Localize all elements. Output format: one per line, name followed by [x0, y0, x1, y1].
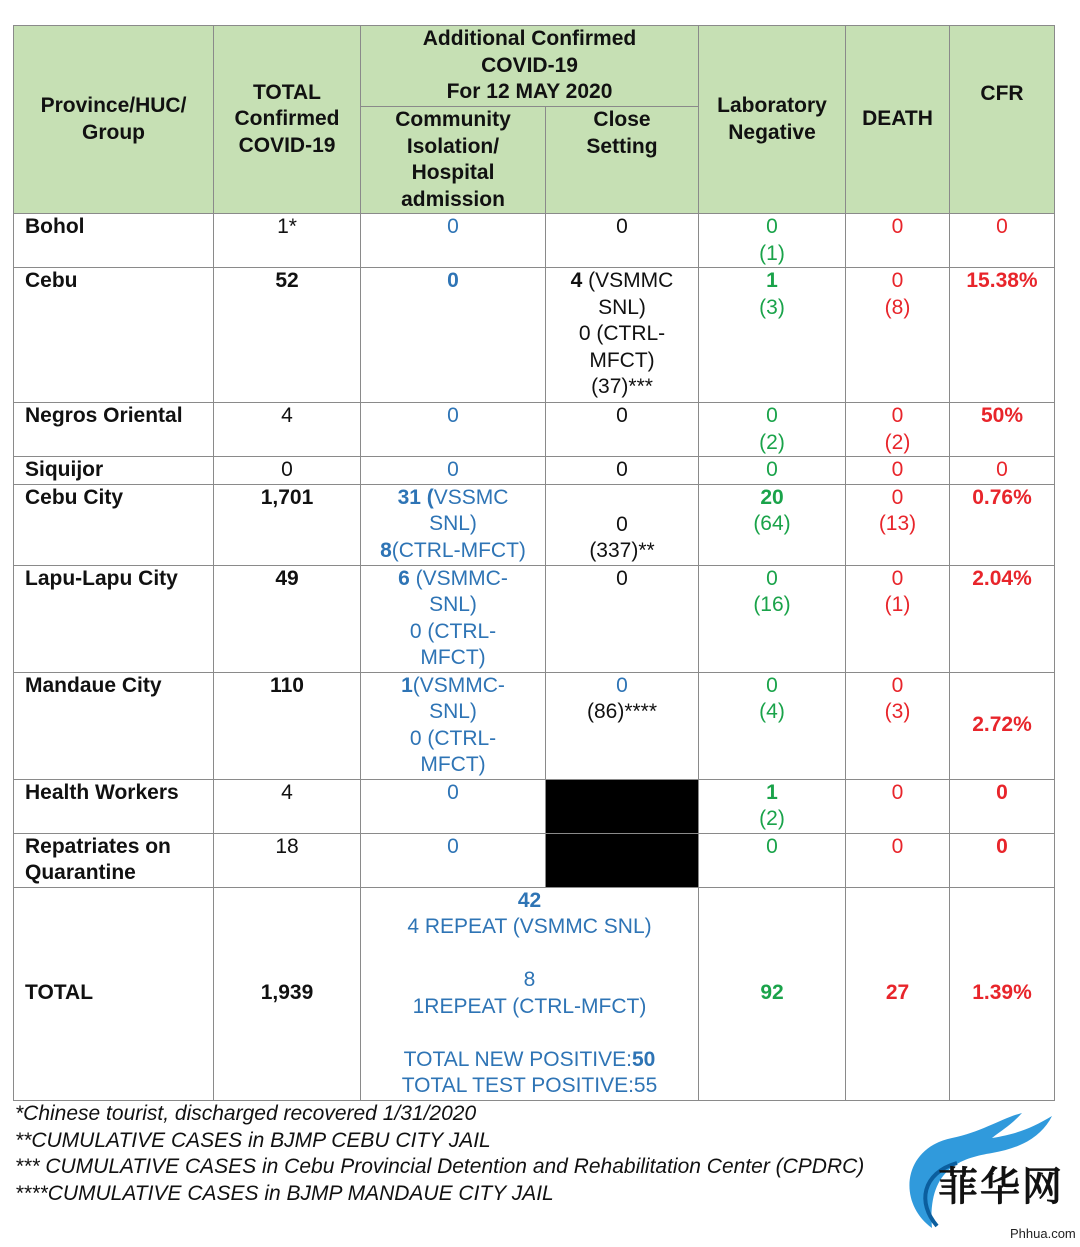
- table-row: [14, 565, 1055, 672]
- death-value: 0: [846, 457, 950, 485]
- lab-cumulative: (1): [759, 241, 785, 265]
- community-value: [361, 484, 546, 565]
- community-count-b: 8: [380, 538, 392, 562]
- lab-value: [699, 779, 846, 833]
- header-close-setting: Close Setting: [546, 107, 699, 214]
- header-province: Province/HUC/ Group: [14, 26, 214, 214]
- close-detail-b: 0 (CTRL- MFCT) (37)***: [578, 322, 666, 398]
- total-new-positive-value: 50: [631, 1047, 656, 1071]
- total-line-1: 42: [517, 888, 542, 912]
- province-name: Repatriates on Quarantine: [14, 833, 214, 887]
- lab-new: 0: [766, 215, 778, 238]
- death-new: 0: [891, 269, 904, 292]
- total-value: 1,939: [214, 887, 361, 1100]
- death-cumulative: (3): [884, 700, 911, 723]
- table-row: [14, 268, 1055, 403]
- community-detail: (VSMMC- SNL) 0 (CTRL- MFCT): [409, 673, 505, 776]
- community-value: [361, 565, 546, 672]
- header-total: TOTAL Confirmed COVID-19: [214, 26, 361, 214]
- total-line-4: 1REPEAT (CTRL-MFCT): [412, 994, 647, 1018]
- death-cumulative: (8): [884, 295, 911, 319]
- watermark-site: Phhua.com: [1010, 1226, 1076, 1241]
- community-value: 0: [361, 779, 546, 833]
- footnote: *** CUMULATIVE CASES in Cebu Provincial Detention and Rehabilitation Center (CPDRC): [15, 1155, 865, 1178]
- community-value: 0: [361, 214, 546, 268]
- death-value: 0: [846, 833, 950, 887]
- community-count-a: 31 (: [397, 485, 434, 509]
- close-redacted: [546, 779, 699, 833]
- footnote: **CUMULATIVE CASES in BJMP CEBU CITY JAIL: [15, 1128, 491, 1152]
- table-row: [14, 403, 1055, 457]
- total-line-2: 4 REPEAT (VSMMC SNL): [407, 915, 652, 938]
- province-name: Cebu City: [14, 484, 214, 565]
- close-value: 0: [546, 403, 699, 457]
- death-cumulative: (13): [878, 512, 917, 535]
- province-name: Health Workers: [14, 779, 214, 833]
- header-death: DEATH: [846, 26, 950, 214]
- total-value: 52: [214, 268, 361, 403]
- close-value: [546, 672, 699, 779]
- lab-new: 0: [766, 566, 778, 590]
- total-value: 49: [214, 565, 361, 672]
- lab-new: 0: [766, 673, 778, 697]
- close-detail-a: (VSMMC SNL): [588, 269, 674, 319]
- total-value: 4: [214, 779, 361, 833]
- death-value: 27: [846, 887, 950, 1100]
- total-line-6: TOTAL TEST POSITIVE:55: [401, 1074, 658, 1097]
- province-name: Cebu: [14, 268, 214, 403]
- province-name: Siquijor: [14, 457, 214, 485]
- lab-value: [699, 403, 846, 457]
- close-value: 0: [546, 457, 699, 485]
- close-value: [546, 268, 699, 403]
- province-name: Bohol: [14, 214, 214, 268]
- cfr-value: 0.76%: [950, 484, 1055, 565]
- lab-value: [699, 214, 846, 268]
- covid-table: [13, 25, 1055, 1101]
- lab-cumulative: (16): [753, 593, 791, 616]
- close-cumulative: (86)****: [586, 700, 658, 723]
- footnote: ****CUMULATIVE CASES in BJMP MANDAUE CITY JAIL: [15, 1181, 554, 1205]
- table-row: [14, 672, 1055, 779]
- footnote: *Chinese tourist, discharged recovered 1/31/2020: [15, 1102, 477, 1125]
- community-count: 1: [401, 673, 413, 697]
- community-detail: (VSMMC- SNL) 0 (CTRL- MFCT): [409, 566, 508, 669]
- province-name: Negros Oriental: [14, 403, 214, 457]
- community-value: 0: [361, 833, 546, 887]
- community-value: 0: [361, 268, 546, 403]
- death-new: 0: [891, 566, 904, 590]
- header-additional: Additional Confirmed COVID-19 For 12 MAY 2020: [361, 26, 699, 107]
- lab-cumulative: (64): [753, 512, 791, 535]
- lab-cumulative: (2): [759, 807, 785, 830]
- province-name: Lapu-Lapu City: [14, 565, 214, 672]
- table-row: [14, 833, 1055, 887]
- community-detail-b: (CTRL-MFCT): [391, 538, 526, 562]
- community-value: 0: [361, 403, 546, 457]
- death-cumulative: (1): [884, 593, 911, 616]
- cfr-value: 2.04%: [950, 565, 1055, 672]
- close-value: 0: [546, 565, 699, 672]
- table-row: [14, 457, 1055, 485]
- close-new: 0: [616, 673, 628, 697]
- total-value: 110: [214, 672, 361, 779]
- header-lab-negative: Laboratory Negative: [699, 26, 846, 214]
- total-line-3: 8: [523, 968, 536, 991]
- death-value: [846, 672, 950, 779]
- table-row: [14, 484, 1055, 565]
- province-name: Mandaue City: [14, 672, 214, 779]
- lab-value: 0: [699, 833, 846, 887]
- header-cfr: CFR: [950, 26, 1055, 214]
- lab-value: [699, 565, 846, 672]
- death-new: 0: [891, 404, 904, 427]
- cfr-value: 15.38%: [950, 268, 1055, 403]
- death-value: 0: [846, 214, 950, 268]
- community-count: 6: [398, 566, 410, 590]
- community-value: [361, 672, 546, 779]
- close-value: 0 (337)**: [546, 484, 699, 565]
- cfr-value: 0: [950, 779, 1055, 833]
- total-value: 18: [214, 833, 361, 887]
- close-value: 0: [546, 214, 699, 268]
- total-additional: [361, 887, 699, 1100]
- death-new: 0: [891, 485, 904, 509]
- death-value: [846, 268, 950, 403]
- close-count: 4: [570, 269, 583, 292]
- lab-value: [699, 484, 846, 565]
- footnotes: [15, 1101, 864, 1207]
- death-value: 0: [846, 779, 950, 833]
- death-value: [846, 484, 950, 565]
- watermark-text: 菲华网: [938, 1163, 1064, 1210]
- total-value: 4: [214, 403, 361, 457]
- community-value: 0: [361, 457, 546, 485]
- lab-new: 20: [760, 485, 784, 509]
- death-value: [846, 403, 950, 457]
- total-new-positive-label: TOTAL NEW POSITIVE:: [403, 1047, 632, 1071]
- province-name: TOTAL: [14, 887, 214, 1100]
- lab-cumulative: (4): [759, 700, 785, 723]
- table-row: [14, 779, 1055, 833]
- cfr-value: 0: [950, 214, 1055, 268]
- lab-new: 1: [766, 269, 778, 292]
- lab-cumulative: (3): [759, 295, 785, 319]
- community-detail-a: VSSMC SNL): [429, 485, 509, 535]
- death-cumulative: (2): [884, 430, 911, 454]
- death-new: 0: [891, 673, 904, 697]
- total-row: [14, 887, 1055, 1100]
- cfr-value: 1.39%: [950, 887, 1055, 1100]
- cfr-value: 50%: [950, 403, 1055, 457]
- death-value: [846, 565, 950, 672]
- lab-value: [699, 268, 846, 403]
- cfr-value: 2.72%: [950, 672, 1055, 779]
- lab-new: 1: [766, 780, 778, 804]
- close-redacted: [546, 833, 699, 887]
- total-value: 0: [214, 457, 361, 485]
- header-community: Community Isolation/ Hospital admission: [361, 107, 546, 214]
- lab-new: 0: [766, 404, 778, 427]
- cfr-value: 0: [950, 833, 1055, 887]
- lab-value: 92: [699, 887, 846, 1100]
- table-row: [14, 214, 1055, 268]
- total-value: 1,701: [214, 484, 361, 565]
- lab-value: 0: [699, 457, 846, 485]
- lab-value: [699, 672, 846, 779]
- total-value: 1*: [214, 214, 361, 268]
- total-line-5: [361, 1047, 698, 1074]
- lab-cumulative: (2): [759, 430, 785, 454]
- cfr-value: 0: [950, 457, 1055, 485]
